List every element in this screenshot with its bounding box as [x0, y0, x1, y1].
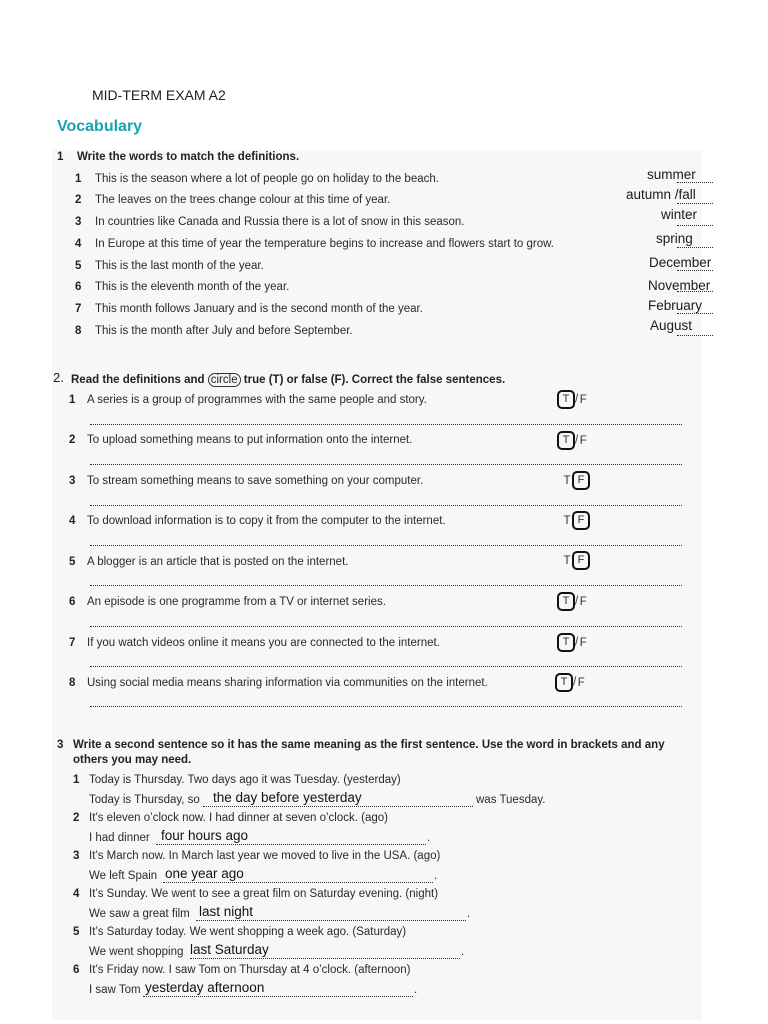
q3-item-prompt: It’s March now. In March last year we moved to live in the USA. (ago): [89, 850, 441, 862]
true-false-choice[interactable]: [562, 471, 590, 490]
q2-item-text: A blogger is an article that is posted on the internet.: [87, 556, 349, 568]
q2-item-number: 3: [69, 475, 76, 487]
circled-true[interactable]: T: [557, 431, 575, 450]
answer-dots: [163, 882, 433, 883]
q3-item-number: 5: [73, 926, 80, 938]
correction-line[interactable]: [90, 545, 682, 546]
q3-item-prefix: I saw Tom: [89, 984, 141, 996]
q3-item-number: 1: [73, 774, 80, 786]
q1-item-text: This is the eleventh month of the year.: [95, 281, 290, 293]
q2-item-number: 7: [69, 637, 76, 649]
q3-item-prompt: It’s Saturday today. We went shopping a week ago. (Saturday): [89, 926, 407, 938]
answer-dots: [196, 920, 466, 921]
false-option[interactable]: F: [579, 636, 587, 649]
q3-item-number: 4: [73, 888, 80, 900]
q3-item-prompt: It’s Sunday. We went to see a great film on Saturday evening. (night): [89, 888, 439, 900]
circled-true[interactable]: T: [555, 673, 573, 692]
circled-false[interactable]: F: [572, 511, 590, 530]
q1-item-answer[interactable]: February: [648, 298, 703, 313]
q3-item-prefix: Today is Thursday, so: [89, 794, 200, 806]
q1-item-number: 4: [75, 238, 82, 250]
circled-true[interactable]: T: [557, 633, 575, 652]
answer-dots: [677, 291, 713, 292]
q3-item-answer[interactable]: yesterday afternoon: [145, 980, 265, 995]
q2-item-number: 1: [69, 394, 76, 406]
q3-item-number: 6: [73, 964, 80, 976]
q2-item-text: A series is a group of programmes with the same people and story.: [87, 394, 427, 406]
q3-item-answer[interactable]: four hours ago: [161, 828, 249, 843]
q2-instruction-pre: Read the definitions and: [71, 374, 205, 386]
correction-line[interactable]: [90, 424, 682, 425]
q2-item-text: An episode is one programme from a TV or internet series.: [87, 596, 386, 608]
q3-item-prompt: Today is Thursday. Two days ago it was Tuesday. (yesterday): [89, 774, 401, 786]
true-option[interactable]: T: [563, 554, 571, 567]
answer-dots: [203, 806, 473, 807]
correction-line[interactable]: [90, 626, 682, 627]
answer-dots: [677, 182, 713, 183]
answer-dots: [677, 313, 713, 314]
q2-item-number: 5: [69, 556, 76, 568]
q2-item-text: Using social media means sharing information via communities on the internet.: [87, 677, 488, 689]
true-false-choice[interactable]: [557, 390, 588, 409]
true-false-choice[interactable]: [562, 511, 590, 530]
q1-item-number: 6: [75, 281, 82, 293]
correction-line[interactable]: [90, 585, 682, 586]
q1-item-answer[interactable]: August: [650, 318, 693, 333]
q2-number: 2.: [53, 370, 64, 385]
true-false-choice[interactable]: [562, 551, 590, 570]
q3-item-prefix: We went shopping: [89, 946, 184, 958]
circled-true[interactable]: T: [557, 592, 575, 611]
q1-item-number: 1: [75, 173, 82, 185]
true-option[interactable]: T: [563, 514, 571, 527]
answer-dots: [677, 270, 713, 271]
q2-item-text: To download information is to copy it from the computer to the internet.: [87, 515, 446, 527]
q2-item-number: 6: [69, 596, 76, 608]
q2-item-text: To stream something means to save something on your computer.: [87, 475, 424, 487]
q3-item-prefix: We saw a great film: [89, 908, 190, 920]
q2-item-number: 8: [69, 677, 76, 689]
circled-true[interactable]: T: [557, 390, 575, 409]
q3-instruction-line2: others you may need.: [73, 754, 192, 766]
answer-dots: [156, 844, 426, 845]
q1-item-answer[interactable]: autumn /fall: [626, 187, 696, 202]
circle-word: circle: [208, 373, 241, 387]
q2-item-text: If you watch videos online it means you are connected to the internet.: [87, 637, 440, 649]
q3-number: 3: [57, 739, 64, 751]
true-option[interactable]: T: [563, 474, 571, 487]
tf-separator: /: [575, 393, 579, 406]
true-false-choice[interactable]: [555, 673, 586, 692]
answer-dots: [677, 335, 713, 336]
q3-item-prefix: I had dinner: [89, 832, 150, 844]
q3-item-prefix: We left Spain: [89, 870, 158, 882]
q1-item-text: This is the last month of the year.: [95, 260, 264, 272]
q2-instruction-post: true (T) or false (F). Correct the false sentences.: [243, 374, 506, 386]
q3-item-answer[interactable]: last Saturday: [190, 942, 269, 957]
q3-item-answer[interactable]: one year ago: [165, 866, 244, 881]
q3-item-prompt: It’s Friday now. I saw Tom on Thursday at 4 o’clock. (afternoon): [89, 964, 411, 976]
q3-item-suffix: .: [414, 984, 418, 996]
correction-line[interactable]: [90, 464, 682, 465]
q2-item-text: To upload something means to put information onto the internet.: [87, 434, 413, 446]
q1-item-text: This month follows January and is the second month of the year.: [95, 303, 423, 315]
q3-item-suffix: .: [461, 946, 465, 958]
answer-dots: [677, 203, 713, 204]
true-false-choice[interactable]: [557, 431, 588, 450]
q1-item-answer[interactable]: November: [648, 278, 711, 293]
q1-item-text: In Europe at this time of year the temperature begins to increase and flowers start to grow.: [95, 238, 554, 250]
false-option[interactable]: F: [579, 434, 587, 447]
section-title: Vocabulary: [57, 118, 143, 135]
q1-item-number: 7: [75, 303, 82, 315]
circled-false[interactable]: F: [572, 551, 590, 570]
q3-item-suffix: .: [467, 908, 471, 920]
exam-title: MID-TERM EXAM A2: [92, 87, 226, 103]
q1-item-text: This is the season where a lot of people go on holiday to the beach.: [95, 173, 439, 185]
q1-item-number: 3: [75, 216, 82, 228]
tf-separator: /: [575, 636, 579, 649]
true-false-choice[interactable]: [557, 592, 588, 611]
answer-dots: [190, 958, 460, 959]
false-option[interactable]: F: [579, 393, 587, 406]
q3-item-prompt: It’s eleven o’clock now. I had dinner at seven o’clock. (ago): [89, 812, 388, 824]
correction-line[interactable]: [90, 706, 682, 707]
q1-item-answer[interactable]: spring: [656, 231, 693, 246]
tf-separator: /: [575, 595, 579, 608]
q3-item-number: 3: [73, 850, 80, 862]
false-option[interactable]: F: [579, 595, 587, 608]
tf-separator: /: [573, 676, 577, 689]
q3-item-answer[interactable]: the day before yesterday: [213, 790, 362, 805]
correction-line[interactable]: [90, 666, 682, 667]
q2-item-number: 2: [69, 434, 76, 446]
false-option[interactable]: F: [577, 676, 585, 689]
q2-instruction: [71, 373, 505, 387]
q1-item-number: 5: [75, 260, 82, 272]
q3-item-suffix: .: [434, 870, 438, 882]
q2-item-number: 4: [69, 515, 76, 527]
q1-item-number: 8: [75, 325, 82, 337]
q1-item-text: This is the month after July and before September.: [95, 325, 353, 337]
q3-item-suffix: .: [427, 832, 431, 844]
q1-item-answer[interactable]: winter: [661, 207, 698, 222]
answer-dots: [677, 247, 713, 248]
q1-item-text: In countries like Canada and Russia there is a lot of snow in this season.: [95, 216, 465, 228]
q3-item-suffix: was Tuesday.: [476, 794, 546, 806]
answer-dots: [677, 225, 713, 226]
circled-false[interactable]: F: [572, 471, 590, 490]
tf-separator: /: [575, 434, 579, 447]
q1-instruction: Write the words to match the definitions.: [77, 151, 300, 163]
q3-instruction-line1: Write a second sentence so it has the same meaning as the first sentence. Use the word in brackets and any: [73, 739, 665, 751]
q3-item-number: 2: [73, 812, 80, 824]
q1-item-answer[interactable]: summer: [647, 167, 696, 182]
answer-dots: [143, 996, 413, 997]
q1-item-text: The leaves on the trees change colour at this time of year.: [95, 194, 391, 206]
correction-line[interactable]: [90, 505, 682, 506]
true-false-choice[interactable]: [557, 633, 588, 652]
q1-item-number: 2: [75, 194, 82, 206]
q1-item-answer[interactable]: December: [649, 255, 712, 270]
q3-item-answer[interactable]: last night: [199, 904, 254, 919]
q1-number: 1: [57, 151, 64, 163]
